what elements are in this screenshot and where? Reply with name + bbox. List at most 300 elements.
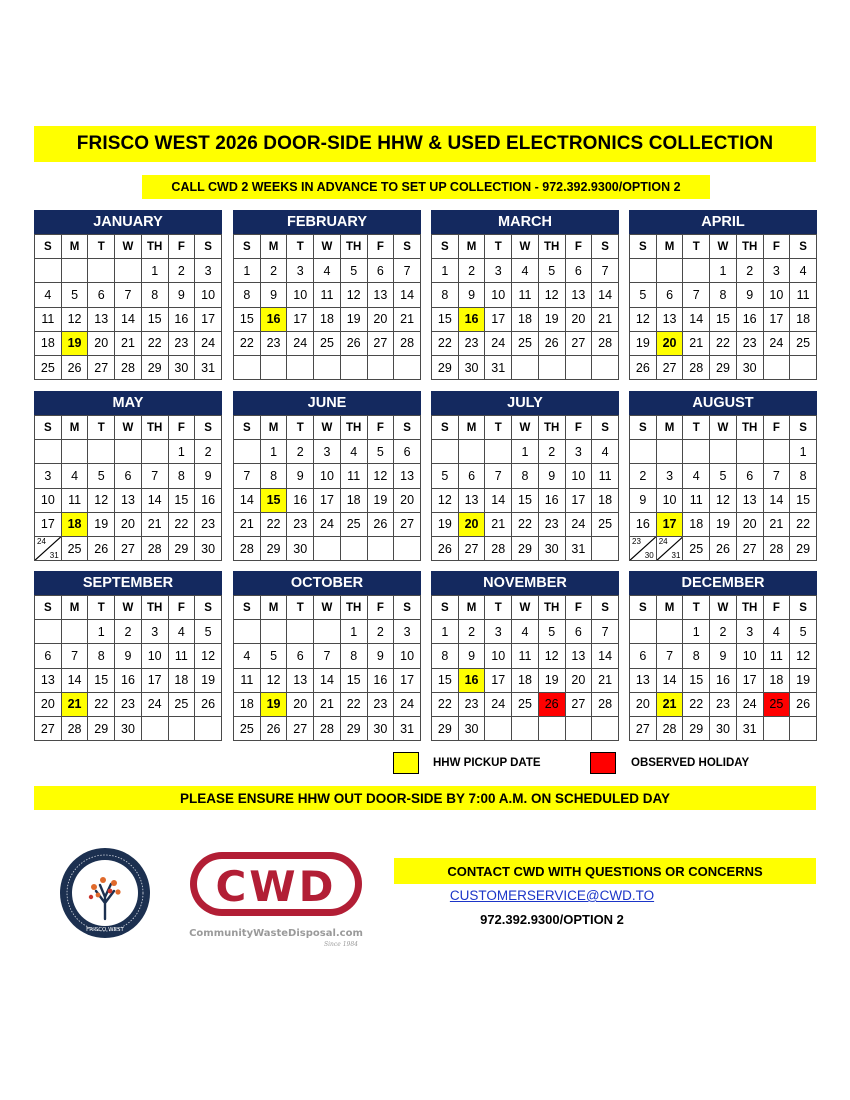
month-table xyxy=(34,415,222,561)
empty-day-cell xyxy=(512,355,539,379)
day-cell: 26 xyxy=(432,536,459,560)
day-cell: 7 xyxy=(485,464,512,488)
weekday-label: S xyxy=(630,235,657,259)
day-cell: 3 xyxy=(736,620,763,644)
day-cell: 13 xyxy=(565,644,592,668)
weekday-label: F xyxy=(367,235,394,259)
day-cell: 7 xyxy=(234,464,261,488)
day-cell: 11 xyxy=(512,283,539,307)
day-cell: 6 xyxy=(367,259,394,283)
day-cell: 10 xyxy=(394,644,421,668)
day-cell: 19 xyxy=(790,668,817,692)
month-august xyxy=(629,391,817,561)
day-cell: 15 xyxy=(234,307,261,331)
day-cell: 14 xyxy=(763,488,790,512)
day-cell: 9 xyxy=(458,644,485,668)
week-row xyxy=(234,464,421,488)
weekday-label: M xyxy=(656,235,683,259)
day-cell: 16 xyxy=(538,488,565,512)
day-cell: 6 xyxy=(115,464,142,488)
day-cell: 15 xyxy=(432,307,459,331)
day-cell: 2 xyxy=(630,464,657,488)
week-row xyxy=(630,488,817,512)
month-table xyxy=(34,234,222,380)
hhw-legend-label: HHW PICKUP DATE xyxy=(433,757,541,769)
weekday-label: S xyxy=(592,416,619,440)
empty-day-cell xyxy=(168,716,195,740)
hhw-pickup-day: 20 xyxy=(458,512,485,536)
day-cell: 14 xyxy=(683,307,710,331)
day-cell: 29 xyxy=(88,716,115,740)
week-row xyxy=(35,644,222,668)
weekday-label: F xyxy=(168,596,195,620)
empty-day-cell xyxy=(656,440,683,464)
day-cell: 8 xyxy=(340,644,367,668)
day-cell: 4 xyxy=(340,440,367,464)
week-row xyxy=(234,440,421,464)
day-cell: 22 xyxy=(683,692,710,716)
day-cell: 21 xyxy=(485,512,512,536)
day-cell: 18 xyxy=(314,307,341,331)
day-cell: 3 xyxy=(763,259,790,283)
weekday-label: M xyxy=(260,416,287,440)
day-cell: 27 xyxy=(656,355,683,379)
weekday-label: S xyxy=(790,235,817,259)
day-cell: 24 xyxy=(141,692,168,716)
weekday-row xyxy=(630,416,817,440)
split-day-second: 31 xyxy=(671,551,681,561)
hhw-legend-swatch xyxy=(393,752,419,774)
day-cell: 13 xyxy=(656,307,683,331)
day-cell: 15 xyxy=(710,307,737,331)
empty-day-cell xyxy=(61,259,88,283)
empty-day-cell xyxy=(141,716,168,740)
day-cell: 15 xyxy=(168,488,195,512)
empty-day-cell xyxy=(683,440,710,464)
day-cell: 12 xyxy=(340,283,367,307)
day-cell: 18 xyxy=(35,331,62,355)
weekday-label: F xyxy=(565,416,592,440)
contact-email-link[interactable]: CUSTOMERSERVICE@CWD.TO xyxy=(449,888,655,903)
day-cell: 7 xyxy=(656,644,683,668)
weekday-label: S xyxy=(630,596,657,620)
day-cell: 12 xyxy=(538,283,565,307)
day-cell: 22 xyxy=(168,512,195,536)
day-cell: 20 xyxy=(287,692,314,716)
month-header: JULY xyxy=(431,391,619,415)
day-cell: 8 xyxy=(88,644,115,668)
day-cell: 7 xyxy=(141,464,168,488)
day-cell: 27 xyxy=(88,355,115,379)
month-header: SEPTEMBER xyxy=(34,571,222,595)
day-cell: 2 xyxy=(538,440,565,464)
day-cell: 13 xyxy=(394,464,421,488)
day-cell: 30 xyxy=(168,355,195,379)
day-cell: 21 xyxy=(592,668,619,692)
day-cell: 28 xyxy=(394,331,421,355)
empty-day-cell xyxy=(61,620,88,644)
empty-day-cell xyxy=(538,716,565,740)
day-cell: 3 xyxy=(195,259,222,283)
day-cell: 1 xyxy=(168,440,195,464)
day-cell: 17 xyxy=(141,668,168,692)
day-cell: 6 xyxy=(630,644,657,668)
empty-day-cell xyxy=(340,536,367,560)
day-cell: 17 xyxy=(287,307,314,331)
day-cell: 25 xyxy=(512,331,539,355)
day-cell: 30 xyxy=(367,716,394,740)
empty-day-cell xyxy=(512,716,539,740)
weekday-label: W xyxy=(115,416,142,440)
day-cell: 24 xyxy=(485,692,512,716)
day-cell: 27 xyxy=(35,716,62,740)
day-cell: 1 xyxy=(88,620,115,644)
weekday-label: S xyxy=(195,235,222,259)
day-cell: 12 xyxy=(61,307,88,331)
weekday-label: TH xyxy=(340,416,367,440)
empty-day-cell xyxy=(314,620,341,644)
weekday-label: TH xyxy=(538,596,565,620)
weekday-label: W xyxy=(314,235,341,259)
hhw-pickup-day: 21 xyxy=(61,692,88,716)
day-cell: 14 xyxy=(61,668,88,692)
month-header: APRIL xyxy=(629,210,817,234)
day-cell: 5 xyxy=(260,644,287,668)
day-cell: 17 xyxy=(314,488,341,512)
month-february xyxy=(233,210,421,380)
day-cell: 7 xyxy=(314,644,341,668)
empty-day-cell xyxy=(115,440,142,464)
day-cell: 15 xyxy=(340,668,367,692)
holiday-legend-label: OBSERVED HOLIDAY xyxy=(631,757,750,769)
empty-day-cell xyxy=(394,355,421,379)
day-cell: 10 xyxy=(35,488,62,512)
day-cell: 1 xyxy=(683,620,710,644)
weekday-label: S xyxy=(234,235,261,259)
split-day xyxy=(35,537,61,560)
day-cell: 16 xyxy=(710,668,737,692)
day-cell: 3 xyxy=(485,259,512,283)
weekday-label: S xyxy=(790,596,817,620)
day-cell: 15 xyxy=(141,307,168,331)
day-cell: 29 xyxy=(340,716,367,740)
day-cell: 29 xyxy=(432,355,459,379)
week-row xyxy=(35,620,222,644)
week-row xyxy=(432,259,619,283)
split-day-cell xyxy=(656,536,683,560)
day-cell: 10 xyxy=(314,464,341,488)
day-cell: 26 xyxy=(260,716,287,740)
day-cell: 5 xyxy=(630,283,657,307)
day-cell: 23 xyxy=(710,692,737,716)
weekday-label: T xyxy=(485,416,512,440)
day-cell: 10 xyxy=(565,464,592,488)
day-cell: 2 xyxy=(168,259,195,283)
empty-day-cell xyxy=(61,440,88,464)
day-cell: 29 xyxy=(260,536,287,560)
day-cell: 29 xyxy=(168,536,195,560)
week-row xyxy=(35,331,222,355)
day-cell: 28 xyxy=(683,355,710,379)
day-cell: 31 xyxy=(736,716,763,740)
day-cell: 16 xyxy=(367,668,394,692)
day-cell: 19 xyxy=(195,668,222,692)
day-cell: 2 xyxy=(458,259,485,283)
day-cell: 8 xyxy=(790,464,817,488)
holiday-legend-swatch xyxy=(590,752,616,774)
empty-day-cell xyxy=(432,440,459,464)
empty-day-cell xyxy=(367,355,394,379)
contact-phone: 972.392.9300/OPTION 2 xyxy=(480,912,624,927)
weekday-label: F xyxy=(367,416,394,440)
hhw-pickup-day: 16 xyxy=(458,668,485,692)
day-cell: 24 xyxy=(763,331,790,355)
day-cell: 5 xyxy=(340,259,367,283)
empty-day-cell xyxy=(736,440,763,464)
month-table xyxy=(431,234,619,380)
day-cell: 22 xyxy=(340,692,367,716)
day-cell: 5 xyxy=(432,464,459,488)
weekday-label: S xyxy=(592,596,619,620)
day-cell: 24 xyxy=(287,331,314,355)
week-row xyxy=(432,620,619,644)
week-row xyxy=(35,488,222,512)
day-cell: 2 xyxy=(736,259,763,283)
day-cell: 5 xyxy=(538,259,565,283)
empty-day-cell xyxy=(485,716,512,740)
day-cell: 12 xyxy=(260,668,287,692)
day-cell: 15 xyxy=(432,668,459,692)
empty-day-cell xyxy=(683,259,710,283)
day-cell: 10 xyxy=(736,644,763,668)
day-cell: 11 xyxy=(683,488,710,512)
empty-day-cell xyxy=(630,259,657,283)
empty-day-cell xyxy=(367,536,394,560)
day-cell: 12 xyxy=(88,488,115,512)
weekday-label: W xyxy=(710,596,737,620)
day-cell: 10 xyxy=(485,283,512,307)
week-row xyxy=(630,668,817,692)
day-cell: 10 xyxy=(656,488,683,512)
empty-day-cell xyxy=(592,716,619,740)
day-cell: 10 xyxy=(195,283,222,307)
day-cell: 6 xyxy=(287,644,314,668)
day-cell: 1 xyxy=(260,440,287,464)
day-cell: 29 xyxy=(432,716,459,740)
day-cell: 9 xyxy=(195,464,222,488)
day-cell: 26 xyxy=(340,331,367,355)
weekday-label: W xyxy=(314,596,341,620)
day-cell: 10 xyxy=(287,283,314,307)
weekday-label: T xyxy=(683,235,710,259)
day-cell: 14 xyxy=(656,668,683,692)
empty-day-cell xyxy=(710,440,737,464)
month-table xyxy=(34,595,222,741)
holiday-day: 26 xyxy=(538,692,565,716)
week-row xyxy=(432,716,619,740)
weekday-label: M xyxy=(61,596,88,620)
day-cell: 26 xyxy=(195,692,222,716)
weekday-row xyxy=(234,416,421,440)
day-cell: 19 xyxy=(630,331,657,355)
empty-day-cell xyxy=(287,620,314,644)
day-cell: 2 xyxy=(710,620,737,644)
day-cell: 28 xyxy=(592,692,619,716)
weekday-label: T xyxy=(683,596,710,620)
holiday-day: 25 xyxy=(763,692,790,716)
empty-day-cell xyxy=(287,355,314,379)
weekday-label: S xyxy=(35,596,62,620)
week-row xyxy=(234,355,421,379)
day-cell: 31 xyxy=(565,536,592,560)
empty-day-cell xyxy=(195,716,222,740)
empty-day-cell xyxy=(340,355,367,379)
empty-day-cell xyxy=(592,355,619,379)
day-cell: 23 xyxy=(458,692,485,716)
day-cell: 16 xyxy=(195,488,222,512)
month-november xyxy=(431,571,619,741)
weekday-label: TH xyxy=(141,416,168,440)
week-row xyxy=(432,440,619,464)
day-cell: 30 xyxy=(736,355,763,379)
day-cell: 28 xyxy=(234,536,261,560)
frisco-west-seal-logo xyxy=(56,847,154,939)
day-cell: 29 xyxy=(512,536,539,560)
empty-day-cell xyxy=(565,716,592,740)
week-row xyxy=(432,536,619,560)
day-cell: 12 xyxy=(790,644,817,668)
day-cell: 14 xyxy=(485,488,512,512)
month-table xyxy=(233,595,421,741)
day-cell: 18 xyxy=(234,692,261,716)
split-day-cell xyxy=(35,536,62,560)
month-table xyxy=(629,595,817,741)
day-cell: 23 xyxy=(115,692,142,716)
weekday-label: M xyxy=(656,596,683,620)
day-cell: 3 xyxy=(394,620,421,644)
week-row xyxy=(234,692,421,716)
day-cell: 6 xyxy=(394,440,421,464)
weekday-label: TH xyxy=(141,596,168,620)
weekday-label: S xyxy=(195,596,222,620)
seal-text: FRISCO WEST xyxy=(86,927,124,933)
day-cell: 4 xyxy=(592,440,619,464)
day-cell: 18 xyxy=(763,668,790,692)
day-cell: 8 xyxy=(260,464,287,488)
day-cell: 12 xyxy=(630,307,657,331)
week-row xyxy=(432,692,619,716)
day-cell: 13 xyxy=(458,488,485,512)
day-cell: 23 xyxy=(287,512,314,536)
day-cell: 3 xyxy=(656,464,683,488)
day-cell: 16 xyxy=(168,307,195,331)
week-row xyxy=(432,488,619,512)
day-cell: 13 xyxy=(736,488,763,512)
week-row xyxy=(35,283,222,307)
weekday-label: F xyxy=(763,596,790,620)
day-cell: 11 xyxy=(763,644,790,668)
day-cell: 30 xyxy=(458,716,485,740)
week-row xyxy=(432,668,619,692)
weekday-label: T xyxy=(88,596,115,620)
day-cell: 14 xyxy=(115,307,142,331)
weekday-label: W xyxy=(314,416,341,440)
weekday-label: F xyxy=(168,416,195,440)
split-day xyxy=(657,537,683,560)
day-cell: 13 xyxy=(35,668,62,692)
day-cell: 13 xyxy=(88,307,115,331)
day-cell: 26 xyxy=(630,355,657,379)
weekday-row xyxy=(234,235,421,259)
day-cell: 4 xyxy=(512,259,539,283)
day-cell: 1 xyxy=(790,440,817,464)
cwd-name: CommunityWasteDisposal.com xyxy=(189,928,363,939)
day-cell: 24 xyxy=(394,692,421,716)
day-cell: 19 xyxy=(710,512,737,536)
day-cell: 16 xyxy=(630,512,657,536)
day-cell: 19 xyxy=(538,307,565,331)
day-cell: 18 xyxy=(683,512,710,536)
week-row xyxy=(432,644,619,668)
weekday-label: F xyxy=(367,596,394,620)
day-cell: 26 xyxy=(710,536,737,560)
day-cell: 25 xyxy=(790,331,817,355)
month-may xyxy=(34,391,222,561)
day-cell: 19 xyxy=(538,668,565,692)
day-cell: 25 xyxy=(168,692,195,716)
day-cell: 6 xyxy=(565,259,592,283)
day-cell: 21 xyxy=(234,512,261,536)
empty-day-cell xyxy=(314,355,341,379)
day-cell: 28 xyxy=(656,716,683,740)
empty-day-cell xyxy=(630,440,657,464)
empty-day-cell xyxy=(592,536,619,560)
weekday-row xyxy=(234,596,421,620)
day-cell: 27 xyxy=(115,536,142,560)
day-cell: 11 xyxy=(35,307,62,331)
day-cell: 1 xyxy=(340,620,367,644)
weekday-label: M xyxy=(260,596,287,620)
day-cell: 23 xyxy=(458,331,485,355)
day-cell: 8 xyxy=(683,644,710,668)
weekday-label: S xyxy=(35,235,62,259)
month-header: OCTOBER xyxy=(233,571,421,595)
day-cell: 22 xyxy=(432,331,459,355)
day-cell: 10 xyxy=(141,644,168,668)
weekday-label: W xyxy=(115,596,142,620)
day-cell: 10 xyxy=(763,283,790,307)
week-row xyxy=(234,307,421,331)
day-cell: 7 xyxy=(763,464,790,488)
day-cell: 11 xyxy=(340,464,367,488)
month-table xyxy=(431,415,619,561)
weekday-row xyxy=(432,235,619,259)
day-cell: 22 xyxy=(710,331,737,355)
day-cell: 11 xyxy=(790,283,817,307)
day-cell: 21 xyxy=(394,307,421,331)
day-cell: 6 xyxy=(565,620,592,644)
empty-day-cell xyxy=(485,440,512,464)
weekday-label: M xyxy=(458,416,485,440)
day-cell: 30 xyxy=(195,536,222,560)
day-cell: 21 xyxy=(683,331,710,355)
weekday-label: TH xyxy=(736,235,763,259)
day-cell: 24 xyxy=(565,512,592,536)
day-cell: 7 xyxy=(592,620,619,644)
month-january xyxy=(34,210,222,380)
day-cell: 1 xyxy=(512,440,539,464)
page-subtitle: CALL CWD 2 WEEKS IN ADVANCE TO SET UP COLLECTION - 972.392.9300/OPTION 2 xyxy=(142,175,710,199)
